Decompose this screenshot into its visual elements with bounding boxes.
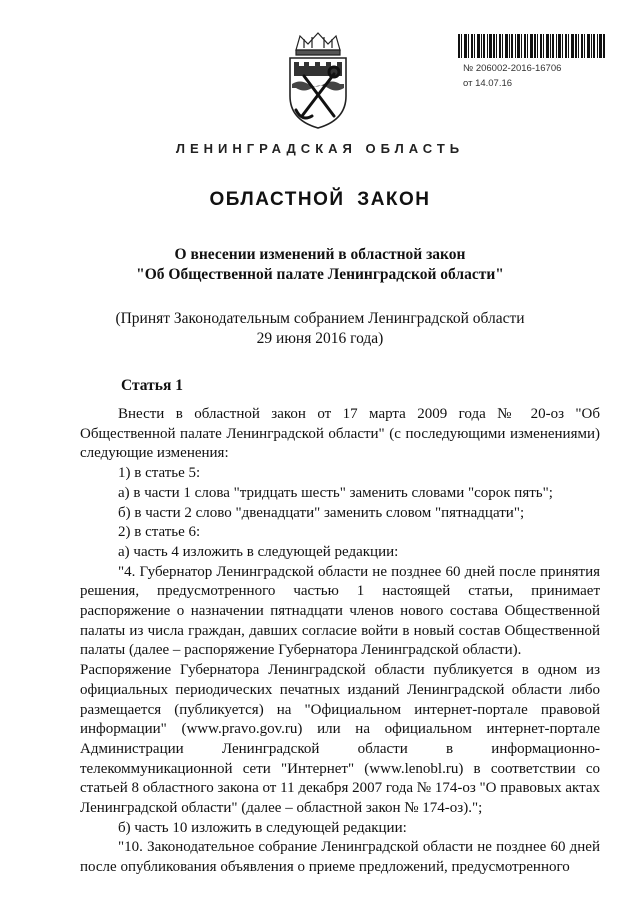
article-paragraph: а) часть 4 изложить в следующей редакции: [118,543,399,560]
registration-number: № 206002-2016-16706 [463,63,562,74]
adoption-note-line-2: 29 июня 2016 года) [256,330,384,347]
article-paragraph: Распоряжение Губернатора Ленинградской области публикуется в одном из официальных периодических печатных изданий Ленинградской области либо размещается (публикуется) на "Официальном интернет-портале правовой информации" (www.pravo.gov.ru) или на официальном интернет-портале Администрации Ленинградской области в информационно-телекоммуникационной сети "Интернет" (www.lenobl.ru) в соответствии со статьей 8 областного закона от 11 декабря 2007 года № 174-оз "О правовых актах Ленинградской области" (далее – областной закон № 174-оз)."; [80,662,600,817]
barcode-image [458,34,606,58]
law-title-line-1: О внесении изменений в областной закон [174,246,466,263]
article-paragraph: "4. Губернатор Ленинградской области не позднее 60 дней после принятия решения, предусмотренного частью 1 настоящей статьи, принимает распоряжение о назначении пятнадцати членов нового состава Общественной палаты из числа граждан, давших согласие войти в новый состав Общественной палаты (далее – распоряжение Губернатора Ленинградской области). [80,563,600,659]
registration-date: от 14.07.16 [463,78,513,89]
article-paragraph: 2) в статье 6: [118,524,201,541]
article-heading: Статья 1 [121,377,183,394]
article-paragraph: "10. Законодательное собрание Ленинградской области не позднее 60 дней после опубликования объявления о приеме предложений, предусмотренного [80,839,600,876]
adoption-note [0,309,640,349]
law-title-line-2: "Об Общественной палате Ленинградской области" [136,266,504,283]
article-body [80,405,600,878]
article-paragraph: а) в части 1 слова "тридцать шесть" заменить словами "сорок пять"; [118,484,553,501]
coat-of-arms-emblem [282,30,354,130]
article-paragraph: 1) в статье 5: [118,465,201,482]
region-heading: ЛЕНИНГРАДСКАЯ ОБЛАСТЬ [175,141,465,156]
law-title [0,245,640,285]
article-paragraph: б) в части 2 слово "двенадцати" заменить словом "пятнадцати"; [118,504,525,521]
law-type-heading: ОБЛАСТНОЙ ЗАКОН [209,189,431,210]
adoption-note-line-1: (Принят Законодательным собранием Ленинградской области [115,310,525,327]
article-paragraph: Внести в областной закон от 17 марта 2009 года № 20-оз "Об Общественной палате Ленинградской области" (с последующими изменениями) следующие изменения: [80,406,600,462]
article-paragraph: б) часть 10 изложить в следующей редакции: [118,819,407,836]
